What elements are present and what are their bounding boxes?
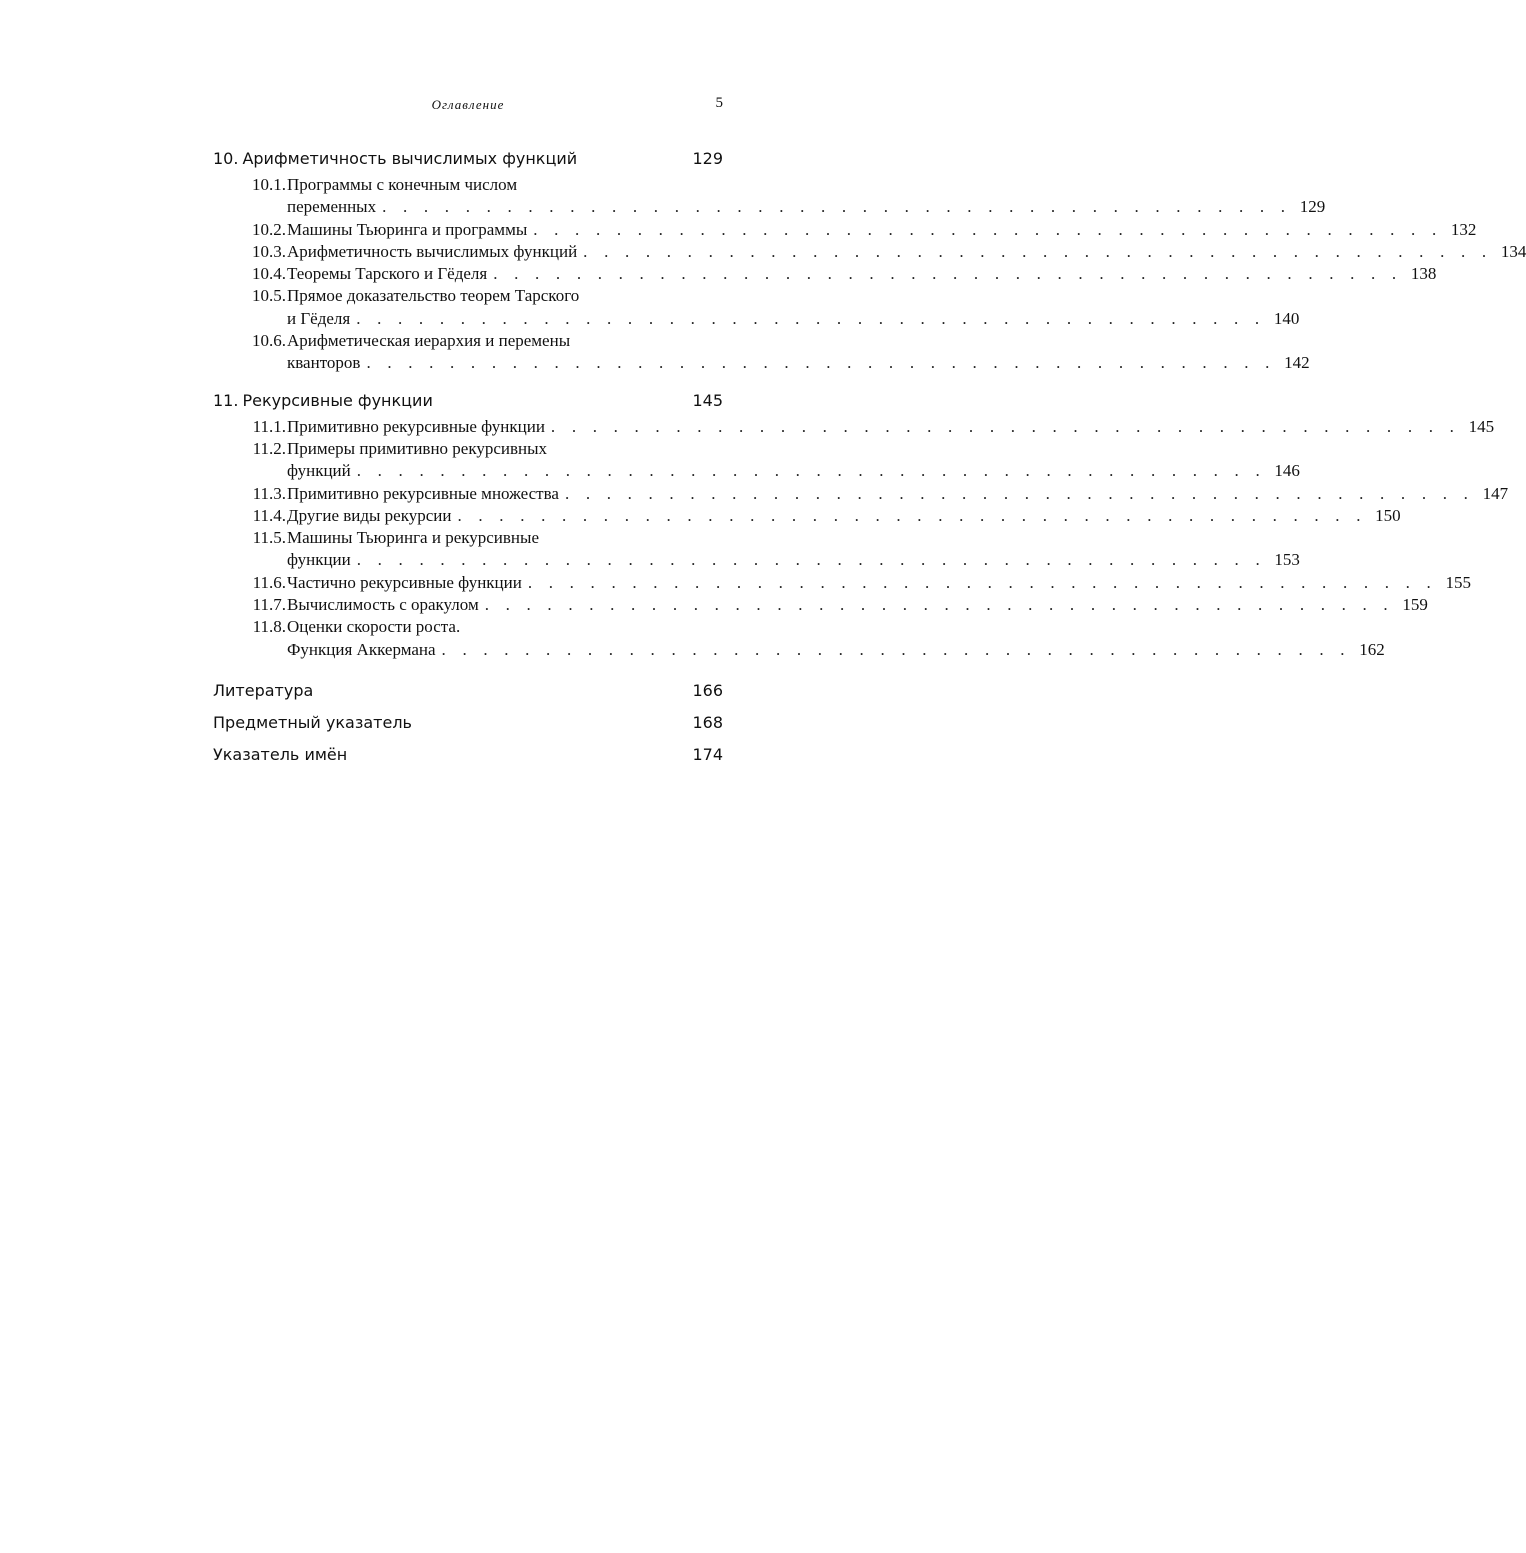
section-body: [287, 438, 1300, 483]
section-line: [287, 174, 723, 196]
dot-leader: . . . . . . . . . . . . . . . . . . . . . . . . . . . . . . . . . . . . . . . . . . . .: [484, 595, 1394, 615]
section-body: [287, 263, 1437, 285]
section-line: [287, 527, 723, 549]
dot-leader: . . . . . . . . . . . . . . . . . . . . . . . . . . . . . . . . . . . . . . . . . . . .: [527, 572, 1438, 592]
back-matter-page: 168: [692, 712, 723, 732]
running-title: Оглавление: [431, 97, 505, 112]
section-line: [287, 196, 1326, 218]
chapter-entry: [213, 147, 723, 171]
section-body: [287, 616, 1385, 661]
back-matter-title: Указатель имён: [213, 744, 348, 764]
section-line: [287, 483, 1509, 505]
section-page: 134: [1500, 241, 1526, 261]
section-number: 11.8.: [252, 617, 286, 637]
section-line: [287, 219, 1477, 241]
section-number: 10.1.: [252, 175, 286, 194]
section-title: Примеры примитивно рекурсивных: [287, 438, 548, 458]
section-body: [287, 594, 1428, 616]
dot-leader: . . . . . . . . . . . . . . . . . . . . . . . . . . . . . . . . . . . . . . . . . . . .: [382, 197, 1292, 217]
section-title: Арифметическая иерархия и перемены: [287, 331, 571, 351]
dot-leader: . . . . . . . . . . . . . . . . . . . . . . . . . . . . . . . . . . . . . . . . . . . .: [550, 416, 1461, 436]
section-line: [287, 330, 723, 352]
section-title: Теоремы Тарского и Гёделя: [287, 264, 488, 284]
section-title: Оценки скорости роста.: [287, 617, 461, 637]
section-entry: [213, 594, 1428, 616]
section-line: [287, 416, 1495, 438]
section-entry: [213, 174, 1326, 219]
section-number: 11.2.: [252, 438, 286, 458]
section-page: 140: [1273, 308, 1300, 328]
back-matter-title: Предметный указатель: [213, 712, 412, 732]
page-number: 5: [715, 95, 723, 111]
back-matter-entry: [213, 675, 723, 707]
dot-leader: . . . . . . . . . . . . . . . . . . . . . . . . . . . . . . . . . . . . . . . . . . . .: [457, 505, 1367, 525]
section-number: 11.6.: [252, 572, 286, 592]
section-title: Примитивно рекурсивные множества: [287, 483, 559, 503]
dot-leader: . . . . . . . . . . . . . . . . . . . . . . . . . . . . . . . . . . . . . . . . . . . .: [564, 483, 1475, 503]
section-number: 10.3.: [252, 241, 286, 261]
dot-leader: . . . . . . . . . . . . . . . . . . . . . . . . . . . . . . . . . . . . . . . . . . . .: [356, 550, 1266, 570]
section-entry: [213, 572, 1472, 594]
section-body: [287, 330, 1310, 375]
section-title: Вычислимость с оракулом: [287, 595, 479, 615]
back-matter-page: 166: [692, 680, 723, 700]
chapter-number: 11.: [213, 390, 239, 410]
section-number: 11.4.: [252, 505, 286, 525]
section-title: функции: [287, 550, 351, 570]
dot-leader: . . . . . . . . . . . . . . . . . . . . . . . . . . . . . . . . . . . . . . . . . . . .: [583, 241, 1493, 261]
section-title: кванторов: [287, 353, 361, 373]
back-matter-title: Литература: [213, 680, 314, 700]
section-page: 153: [1274, 550, 1300, 570]
section-title: Другие виды рекурсии: [287, 505, 452, 525]
section-entry: [213, 263, 1437, 285]
section-title: Примитивно рекурсивные функции: [287, 416, 545, 436]
section-line: [287, 549, 1300, 571]
chapter-page: 145: [692, 390, 723, 410]
section-line: [287, 241, 1526, 263]
section-body: [287, 416, 1495, 438]
section-body: [287, 572, 1472, 594]
back-matter-page: 174: [692, 744, 723, 764]
section-entry: [213, 483, 1509, 505]
section-list: [213, 174, 1526, 375]
dot-leader: . . . . . . . . . . . . . . . . . . . . . . . . . . . . . . . . . . . . . . . . . . . .: [441, 639, 1351, 659]
section-number: 10.6.: [252, 331, 286, 351]
section-line: [287, 616, 723, 638]
dot-leader: . . . . . . . . . . . . . . . . . . . . . . . . . . . . . . . . . . . . . . . . . . . .: [356, 308, 1266, 328]
section-body: [287, 241, 1526, 263]
section-entry: [213, 527, 1300, 572]
section-entry: [213, 330, 1310, 375]
section-line: [287, 308, 1300, 330]
section-number: 11.5.: [252, 528, 286, 548]
section-page: 159: [1402, 595, 1428, 615]
section-page: 150: [1375, 505, 1401, 525]
dot-leader: . . . . . . . . . . . . . . . . . . . . . . . . . . . . . . . . . . . . . . . . . . . .: [366, 353, 1276, 373]
section-entry: [213, 241, 1526, 263]
chapter-entry: [213, 389, 723, 413]
section-line: [287, 639, 1385, 661]
chapter-page: 129: [692, 149, 723, 168]
section-number: 10.2.: [252, 219, 286, 239]
section-line: [287, 352, 1310, 374]
dot-leader: . . . . . . . . . . . . . . . . . . . . . . . . . . . . . . . . . . . . . . . . . . . .: [356, 461, 1266, 481]
section-line: [287, 460, 1300, 482]
section-line: [287, 285, 723, 307]
section-title: функций: [287, 461, 351, 481]
section-entry: [213, 219, 1477, 241]
section-entry: [213, 616, 1385, 661]
section-entry: [213, 416, 1495, 438]
section-number: 11.3.: [252, 483, 286, 503]
section-page: 145: [1468, 416, 1495, 436]
section-title: Машины Тьюринга и программы: [287, 219, 528, 239]
section-title: Функция Аккермана: [287, 639, 436, 659]
dot-leader: . . . . . . . . . . . . . . . . . . . . . . . . . . . . . . . . . . . . . . . . . . . .: [533, 219, 1443, 239]
section-page: 132: [1450, 219, 1477, 239]
section-body: [287, 483, 1509, 505]
section-body: [287, 174, 1326, 219]
chapter-title: [213, 389, 433, 413]
dot-leader: . . . . . . . . . . . . . . . . . . . . . . . . . . . . . . . . . . . . . . . . . . . .: [493, 264, 1403, 284]
section-page: 129: [1299, 197, 1326, 217]
chapter-title: [213, 147, 577, 171]
section-line: [287, 505, 1401, 527]
section-title: Частично рекурсивные функции: [287, 572, 522, 592]
section-title: Прямое доказательство теорем Тарского: [287, 286, 580, 306]
chapter-number: 10.: [213, 149, 239, 168]
section-line: [287, 594, 1428, 616]
section-body: [287, 505, 1401, 527]
section-entry: [213, 438, 1300, 483]
section-number: 11.7.: [252, 595, 286, 615]
section-number: 11.1.: [252, 416, 286, 436]
section-line: [287, 572, 1472, 594]
section-body: [287, 527, 1300, 572]
section-entry: [213, 505, 1401, 527]
section-title: и Гёделя: [287, 308, 351, 328]
back-matter-entry: [213, 707, 723, 739]
section-title: Программы с конечным числом: [287, 175, 518, 194]
section-body: [287, 219, 1477, 241]
section-body: [287, 285, 1300, 330]
section-title: Арифметичность вычислимых функций: [287, 241, 578, 261]
section-title: Машины Тьюринга и рекурсивные: [287, 528, 539, 548]
section-line: [287, 438, 723, 460]
section-page: 138: [1410, 264, 1437, 284]
section-page: 162: [1359, 639, 1385, 659]
section-title: переменных: [287, 197, 377, 217]
section-number: 10.5.: [252, 286, 286, 306]
section-page: 146: [1274, 461, 1300, 481]
chapter-title-text: Рекурсивные функции: [242, 390, 433, 410]
section-entry: [213, 285, 1300, 330]
running-head: [213, 95, 723, 115]
section-page: 155: [1445, 572, 1472, 592]
section-page: 147: [1482, 483, 1509, 503]
section-page: 142: [1284, 353, 1310, 373]
section-list: [213, 416, 1509, 661]
section-number: 10.4.: [252, 264, 286, 284]
chapter-title-text: Арифметичность вычислимых функций: [242, 149, 578, 168]
back-matter-entry: [213, 739, 723, 771]
table-of-contents: [213, 147, 1526, 771]
section-line: [287, 263, 1437, 285]
